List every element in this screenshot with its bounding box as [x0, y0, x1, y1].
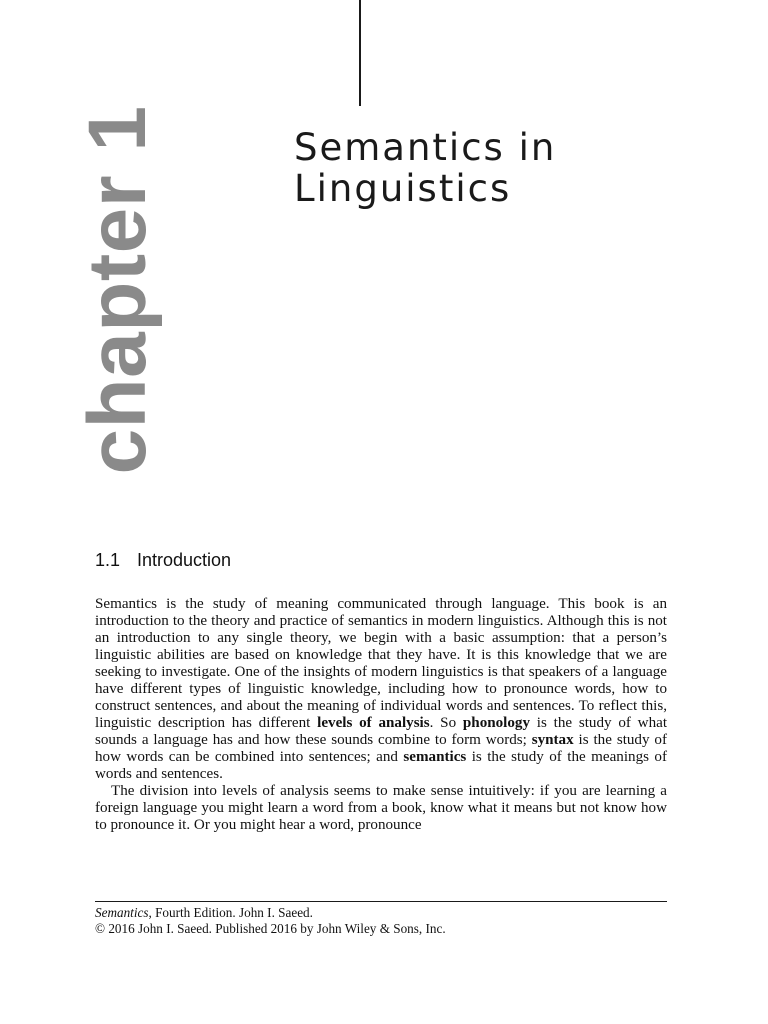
footer-book-title: Semantics — [95, 905, 149, 920]
section-heading — [95, 548, 231, 572]
chapter-title-line-1: Semantics in — [294, 126, 557, 169]
paragraph-1 — [95, 596, 667, 783]
paragraph-1-text-b: . So — [429, 715, 463, 731]
top-vertical-rule — [359, 0, 361, 106]
footer-rule — [95, 901, 667, 902]
term-syntax: syntax — [531, 732, 574, 748]
footer — [95, 905, 667, 937]
chapter-label: chapter 1 — [72, 105, 163, 475]
term-phonology: phonology — [462, 715, 531, 731]
paragraph-1-text-a: Semantics is the study of meaning communicated through language. This book is an introduction to the theory and practice of semantics in modern linguistics. Although this is not an introduction to any single theory, we begin with a basic assumption: that a person’s linguistic abilities are based on knowledge that they have. It is this knowledge that we are seeking to investigate. One of the insights of modern linguistics is that speakers of a language have different types of linguistic knowledge, including how to pronounce words, how to construct sentences, and about the meaning of individual words and sentences. To reflect this, linguistic description has different — [95, 596, 667, 731]
paragraph-1-text-c: is the study of what sounds a language has and how these sounds combine to form words; — [95, 715, 668, 748]
term-levels-of-analysis: levels of analysis — [317, 715, 430, 731]
chapter-title-line-2: Linguistics — [294, 167, 512, 210]
section-number: 1.1 — [95, 550, 121, 570]
paragraph-1-text-e: is the study of the meanings of words and sentences. — [95, 749, 668, 782]
paragraph-1-text-d: is the study of how words can be combined into sentences; and — [95, 732, 667, 765]
term-semantics: semantics — [403, 749, 467, 765]
footer-copyright: © 2016 John I. Saeed. Published 2016 by John Wiley & Sons, Inc. — [95, 921, 446, 936]
paragraph-2: The division into levels of analysis seems to make sense intuitively: if you are learning a foreign language you might learn a word from a book, know what it means but not know how to pronounce it. Or you might hear a word, pronounce — [95, 783, 667, 833]
footer-edition: , Fourth Edition. John I. Saeed. — [148, 905, 313, 920]
section-title: Introduction — [137, 550, 232, 570]
body-text — [95, 596, 667, 834]
footer-citation — [95, 905, 667, 921]
chapter-title — [294, 127, 714, 209]
